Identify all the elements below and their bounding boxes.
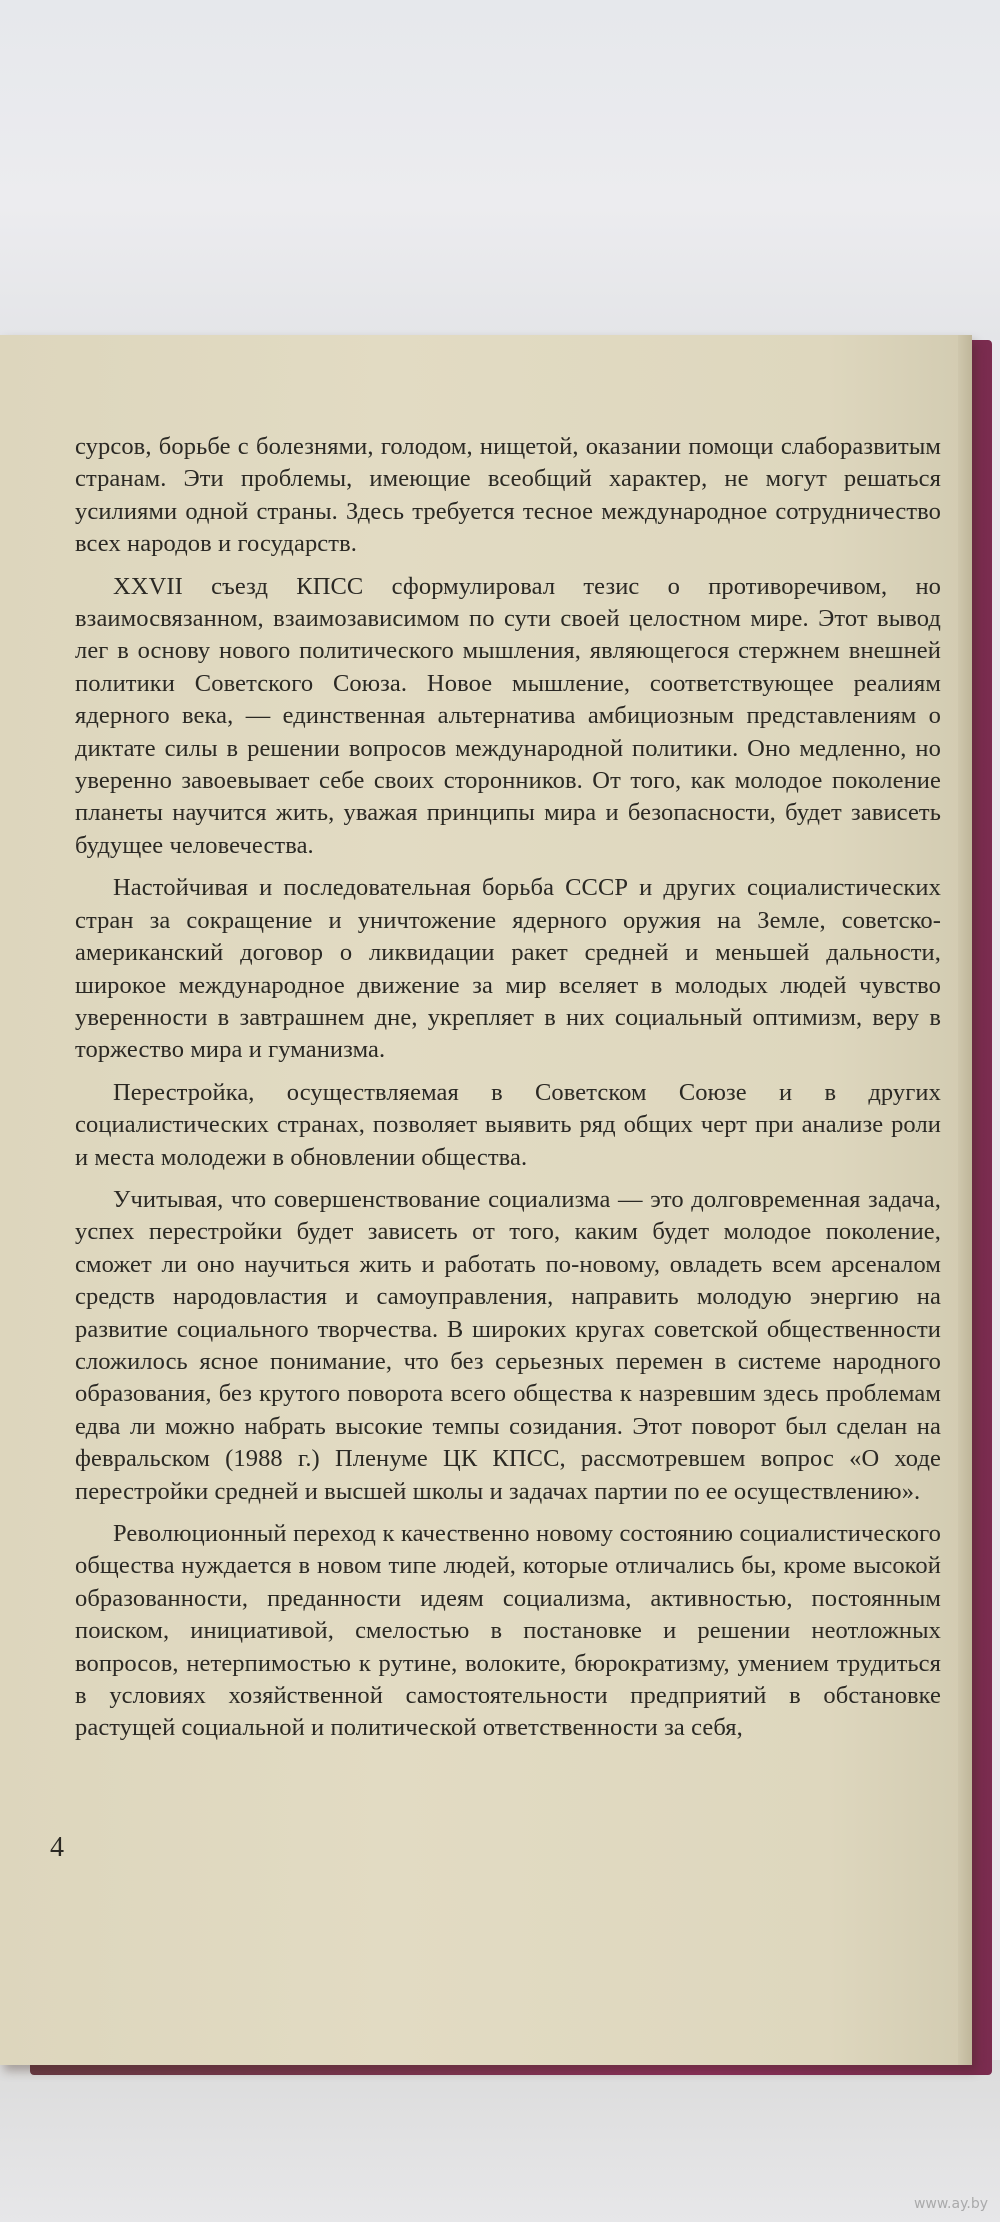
paragraph-4: Перестройка, осуществляемая в Советском Союзе и в других социалистических странах, позволяет выявить ряд общих черт при анализе роли и места молодежи в обновлении общества.: [75, 1078, 941, 1171]
watermark: www.ay.by: [913, 2196, 988, 2212]
background-bottom: [0, 2060, 1000, 2222]
paragraph-5: Учитывая, что совершенствование социализма — это долговременная задача, успех перестройки будет зависеть от того, каким будет молодое поколение, сможет ли оно научиться жить и работать по-новому, овладеть всем арсеналом средств народовластия и самоуправления, направить молодую энергию на развитие социального творчества. В широких кругах советской общественности сложилось ясное понимание, что без серьезных перемен в системе народного образования, без крутого поворота всего общества к назревшим здесь проблемам едва ли можно набрать высокие темпы созидания. Этот поворот был сделан на февральском (1988 г.) Пленуме ЦК КПСС, рассмотревшем вопрос «О ходе перестройки средней и высшей школы и задачах партии по ее осуществлению».: [75, 1185, 941, 1505]
background-top: [0, 0, 1000, 340]
paragraph-3: Настойчивая и последовательная борьба СССР и других социалистических стран за сокращение и уничтожение ядерного оружия на Земле, советско-американский договор о ликвидации ракет средней и меньшей дальности, широкое международное движение за мир вселяет в молодых людей чувство уверенности в завтрашнем дне, укрепляет в них социальный оптимизм, веру в торжество мира и гуманизма.: [75, 874, 941, 1064]
paragraph-2: XXVII съезд КПСС сформулировал тезис о противоречивом, но взаимосвязанном, взаимозависимом по сути своей целостном мире. Этот вывод лег в основу нового политического мышления, являющегося стержнем внешней политики Советского Союза. Новое мышление, соответствующее реалиям ядерного века, — единственная альтернатива амбициозным представлениям о диктате силы в решении вопросов международной политики. Оно медленно, но уверенно завоевывает себе своих сторонников. От того, как молодое поколение планеты научится жить, уважая принципы мира и безопасности, будет зависеть будущее человечества.: [75, 572, 941, 859]
paragraph-6: Революционный переход к качественно новому состоянию социалистического общества нуждается в новом типе людей, которые отличались бы, кроме высокой образованности, преданности идеям социализма, активностью, постоянным поиском, инициативой, смелостью в постановке и решении неотложных вопросов, нетерпимостью к рутине, волоките, бюрократизму, умением трудиться в условиях хозяйственной самостоятельности предприятий в обстановке растущей социальной и политической ответственности за себя,: [75, 1520, 941, 1742]
book-page: [0, 335, 972, 2065]
page-edge: [958, 335, 972, 2065]
page-number: 4: [50, 1832, 64, 1863]
page-text: [75, 431, 941, 1755]
paragraph-1: сурсов, борьбе с болезнями, голодом, нищетой, оказании помощи слаборазвитым странам. Эти проблемы, имеющие всеобщий характер, не могут решаться усилиями одной страны. Здесь требуется тесное международное сотрудничество всех народов и государств.: [75, 433, 941, 558]
